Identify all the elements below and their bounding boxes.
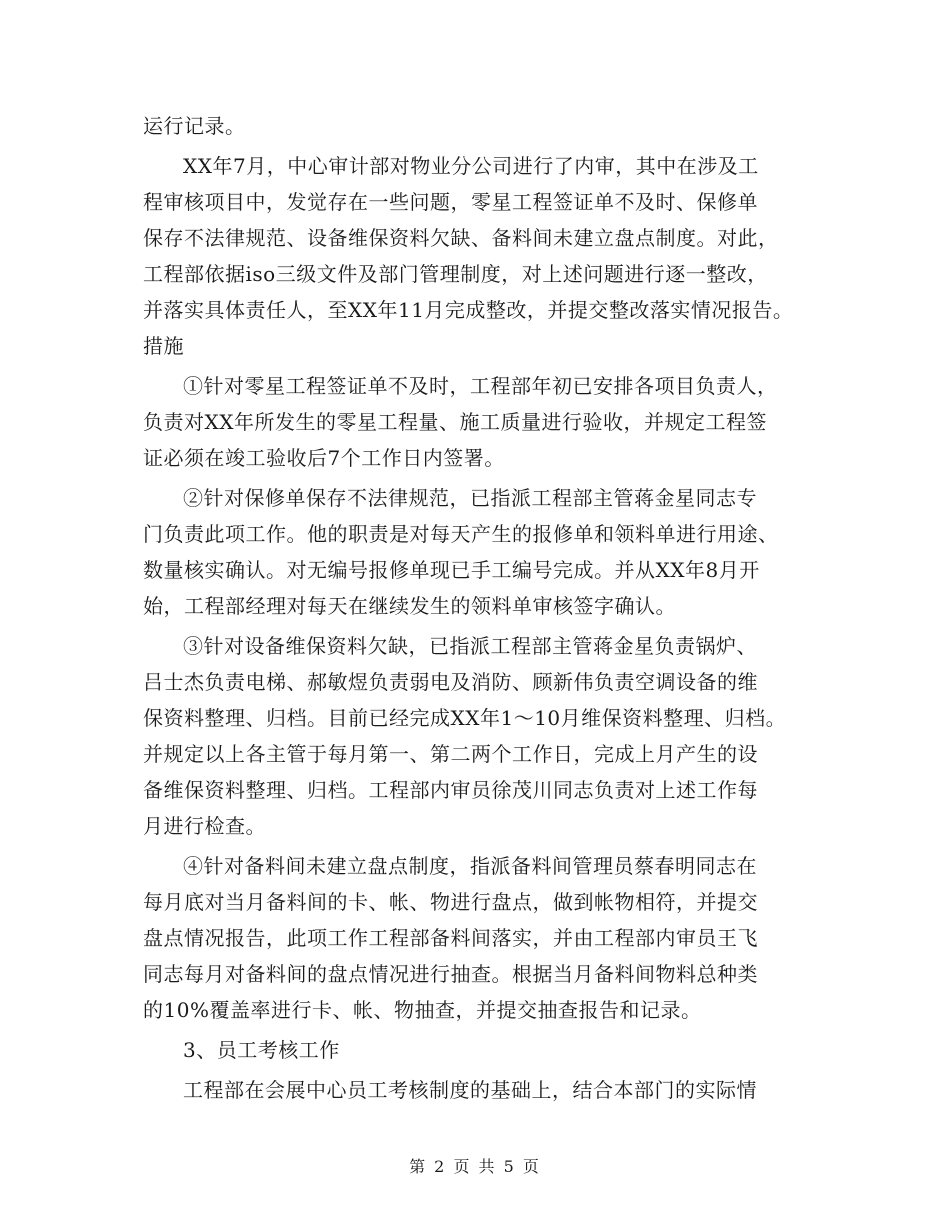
- text-line: 保存不法律规范、设备维保资料欠缺、备料间未建立盘点制度。对此，: [143, 226, 779, 250]
- section-heading: 措施: [143, 334, 184, 358]
- text-line: XX年7月，中心审计部对物业分公司进行了内审，其中在涉及工: [183, 154, 759, 178]
- text-line: 每月底对当月备料间的卡、帐、物进行盘点，做到帐物相符，并提交: [143, 890, 758, 914]
- text-line: 工程部依据iso三级文件及部门管理制度，对上述问题进行逐一整改，: [143, 262, 768, 286]
- section-heading: 3、员工考核工作: [183, 1038, 340, 1062]
- text-line: 并落实具体责任人，至XX年11月完成整改，并提交整改落实情况报告。: [143, 298, 794, 322]
- text-line: 备维保资料整理、归档。工程部内审员徐茂川同志负责对上述工作每: [143, 778, 758, 802]
- text-line: 吕士杰负责电梯、郝敏煜负责弱电及消防、顾新伟负责空调设备的维: [143, 670, 758, 694]
- text-line: 程审核项目中，发觉存在一些问题，零星工程签证单不及时、保修单: [143, 190, 758, 214]
- text-line: 工程部在会展中心员工考核制度的基础上，结合本部门的实际情: [183, 1078, 757, 1102]
- text-line: 同志每月对备料间的盘点情况进行抽查。根据当月备料间物料总种类: [143, 962, 758, 986]
- text-line: ④针对备料间未建立盘点制度，指派备料间管理员蔡春明同志在: [183, 854, 757, 878]
- text-line: 运行记录。: [143, 114, 246, 138]
- text-line: 始，工程部经理对每天在继续发生的领料单审核签字确认。: [143, 594, 676, 618]
- text-line: 月进行检查。: [143, 814, 266, 838]
- text-line: 证必须在竣工验收后7个工作日内签署。: [143, 446, 505, 470]
- text-line: 保资料整理、归档。目前已经完成XX年1～10月维保资料整理、归档。: [143, 706, 787, 730]
- text-line: ③针对设备维保资料欠缺，已指派工程部主管蒋金星负责锅炉、: [183, 634, 757, 658]
- text-line: 门负责此项工作。他的职责是对每天产生的报修单和领料单进行用途、: [143, 522, 779, 546]
- text-line: 负责对XX年所发生的零星工程量、施工质量进行验收，并规定工程签: [143, 410, 767, 434]
- text-line: ②针对保修单保存不法律规范，已指派工程部主管蒋金星同志专: [183, 486, 757, 510]
- text-line: 数量核实确认。对无编号报修单现已手工编号完成。并从XX年8月开: [143, 558, 760, 582]
- text-line: 的10%覆盖率进行卡、帐、物抽查，并提交抽查报告和记录。: [143, 998, 702, 1022]
- text-line: 并规定以上各主管于每月第一、第二两个工作日，完成上月产生的设: [143, 742, 758, 766]
- page-number-footer: 第 2 页 共 5 页: [409, 1157, 541, 1176]
- text-line: 盘点情况报告，此项工作工程部备料间落实，并由工程部内审员王飞: [143, 926, 758, 950]
- text-line: ①针对零星工程签证单不及时，工程部年初已安排各项目负责人，: [183, 374, 778, 398]
